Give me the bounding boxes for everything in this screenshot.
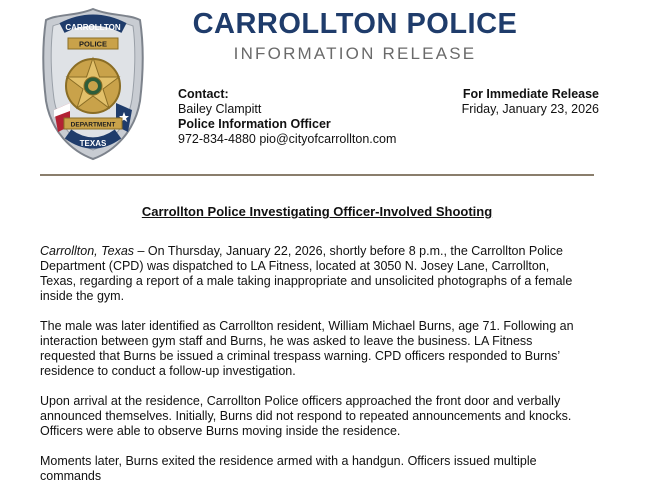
badge-top-text: CARROLLTON (65, 23, 121, 32)
contact-block (178, 87, 396, 147)
police-badge-logo (40, 6, 146, 162)
release-block (462, 87, 599, 117)
contact-label: Contact: (178, 87, 229, 101)
badge-ribbon-top: POLICE (79, 39, 107, 49)
article-paragraph: Upon arrival at the residence, Carrollton Police officers approached the front door and verbally announced themselves. Initially, Burns did not respond to repeated announcements and knocks. Officers were able to observe Burns moving inside the residence. (40, 394, 572, 438)
article-paragraph (40, 244, 588, 304)
article-headline: Carrollton Police Investigating Officer-Involved Shooting (141, 204, 493, 219)
article-dateline: Carrollton, Texas (40, 244, 135, 258)
article-paragraph: The male was later identified as Carrollton resident, William Michael Burns, age 71. Following an interaction between gym staff and Burns, he was asked to leave the business. LA Fitness requested that Burns be issued a criminal trespass warning. CPD officers responded to Burns’ residence to conduct a follow-up investigation. (40, 319, 574, 378)
badge-ribbon-bottom: DEPARTMENT (70, 121, 116, 129)
article-body (40, 244, 588, 499)
page-subtitle: INFORMATION RELEASE (233, 44, 477, 63)
contact-role: Police Information Officer (178, 117, 331, 131)
release-date: Friday, January 23, 2026 (461, 102, 599, 116)
contact-name: Bailey Clampitt (178, 102, 262, 116)
article-paragraph: Moments later, Burns exited the residence armed with a handgun. Officers issued multiple commands (40, 454, 537, 483)
release-label: For Immediate Release (462, 87, 599, 101)
header-divider (40, 174, 594, 176)
page-title: CARROLLTON POLICE (192, 8, 518, 40)
badge-state-text: TEXAS (79, 139, 107, 148)
contact-phone-email: 972-834-4880 pio@cityofcarrollton.com (178, 132, 397, 146)
article-paragraph-text: – On Thursday, January 22, 2026, shortly before 8 p.m., the Carrollton Police Department (CPD) was dispatched to LA Fitness, located at 3050 N. Josey Lane, Carrollton, Texas, regarding a report of a male taking inappropriate and unsolicited photographs of a female inside the gym. (40, 244, 573, 303)
